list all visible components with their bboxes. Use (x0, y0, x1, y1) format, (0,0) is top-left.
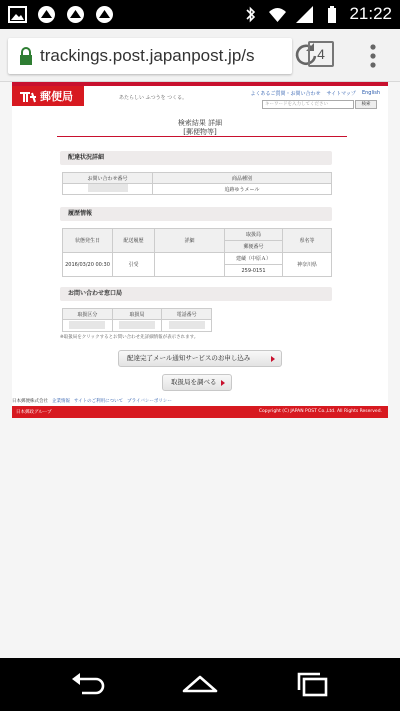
footer-company: 日本郵便株式会社 (12, 399, 48, 404)
japan-post-logo[interactable] (12, 86, 84, 106)
footer-link-corporate[interactable]: 企業情報 (52, 399, 70, 404)
faq-link[interactable]: よくあるご質問・お問い合わせ (250, 91, 321, 97)
table-header: 県名等 (283, 229, 332, 253)
table-header: 詳細 (155, 229, 225, 253)
history-date-cell: 2016/03/20 00:30 (63, 253, 113, 277)
navigation-bar (0, 658, 400, 711)
contact-table (62, 308, 212, 332)
table-header: 郵便番号 (225, 241, 283, 253)
email-notification-button[interactable] (118, 350, 282, 367)
table-header: お問い合わせ番号 (63, 173, 153, 184)
post-mark-icon (18, 89, 38, 103)
sitemap-link[interactable]: サイトマップ (326, 91, 356, 97)
product-type-cell: 追跡ゆうメール (153, 184, 332, 195)
home-icon[interactable] (180, 671, 220, 697)
table-header: 配送履歴 (113, 229, 155, 253)
section-delivery-heading: 配達状況詳細 (60, 151, 332, 165)
find-office-label: 取扱局を調べる (171, 378, 217, 386)
table-header: 取扱局 (225, 229, 283, 241)
table-header: 状態発生日 (63, 229, 113, 253)
page-subtitle: [郵便物等] (183, 128, 217, 136)
status-bar (0, 0, 400, 29)
section-contact-heading: お問い合わせ窓口局 (60, 287, 332, 301)
title-divider (57, 136, 347, 137)
arrow-right-icon (221, 380, 225, 386)
history-office-cell[interactable]: 建蔵（中原Ａ） (225, 253, 283, 265)
arrow-right-icon (271, 356, 275, 362)
table-header: 電話番号 (162, 309, 212, 320)
footer-link-privacy[interactable]: プライバシーポリシー (127, 399, 172, 404)
delivery-table (62, 172, 332, 195)
tab-switcher-button[interactable]: 4 (308, 41, 334, 67)
clock: 21:22 (349, 4, 392, 23)
search-button[interactable]: 検索 (355, 100, 377, 109)
tracking-number-cell (63, 184, 153, 195)
table-header: 取扱局 (112, 309, 162, 320)
lock-icon (18, 46, 34, 66)
battery-icon (322, 5, 341, 24)
english-link[interactable]: English (361, 90, 380, 96)
url-bar[interactable] (8, 38, 292, 74)
top-links (250, 90, 380, 97)
copyright: Copyright (C) JAPAN POST Co.,Ltd. All Rights Reserved. (258, 409, 382, 414)
footer-links (12, 398, 172, 404)
image-icon (8, 5, 27, 24)
history-detail-cell (155, 253, 225, 277)
page-title: 検索結果 詳細 (177, 119, 223, 127)
email-notification-label: 配達完了メール通知サービスのお申し込み (127, 354, 251, 362)
android-icon (37, 5, 56, 24)
search-input[interactable]: キーワードを入力してください (262, 100, 354, 109)
android-icon (66, 5, 85, 24)
logo-text: 郵便局 (40, 90, 73, 103)
section-history-heading: 履歴情報 (60, 207, 332, 221)
contact-phone-cell (162, 320, 212, 332)
tagline: あたらしい ふつうを つくる。 (119, 95, 188, 101)
signal-icon (295, 5, 314, 24)
history-status-cell: 引受 (113, 253, 155, 277)
history-prefecture-cell: 神奈川県 (283, 253, 332, 277)
contact-type-cell (63, 320, 113, 332)
recents-icon[interactable] (292, 671, 332, 697)
find-office-button[interactable] (162, 374, 232, 391)
wifi-icon (268, 5, 287, 24)
contact-note: ※取扱局をクリックするとお問い合わせ先詳細情報が表示されます。 (60, 335, 199, 340)
table-header: 商品種別 (153, 173, 332, 184)
bluetooth-icon (241, 5, 260, 24)
contact-office-cell (112, 320, 162, 332)
table-header: 取扱区分 (63, 309, 113, 320)
web-page (0, 82, 400, 658)
history-table (62, 228, 332, 277)
overflow-menu-icon[interactable] (365, 43, 381, 69)
back-icon[interactable] (68, 671, 108, 697)
history-postal-cell: 259-0151 (225, 265, 283, 277)
footer-link-terms[interactable]: サイトのご利用について (74, 399, 124, 404)
browser-toolbar (0, 29, 400, 82)
site-container (12, 82, 388, 418)
footer-bar (12, 406, 388, 418)
android-icon (95, 5, 114, 24)
url-text[interactable]: trackings.post.japanpost.jp/s (40, 46, 255, 65)
footer-group-logo: 日本郵政グループ (16, 410, 52, 415)
